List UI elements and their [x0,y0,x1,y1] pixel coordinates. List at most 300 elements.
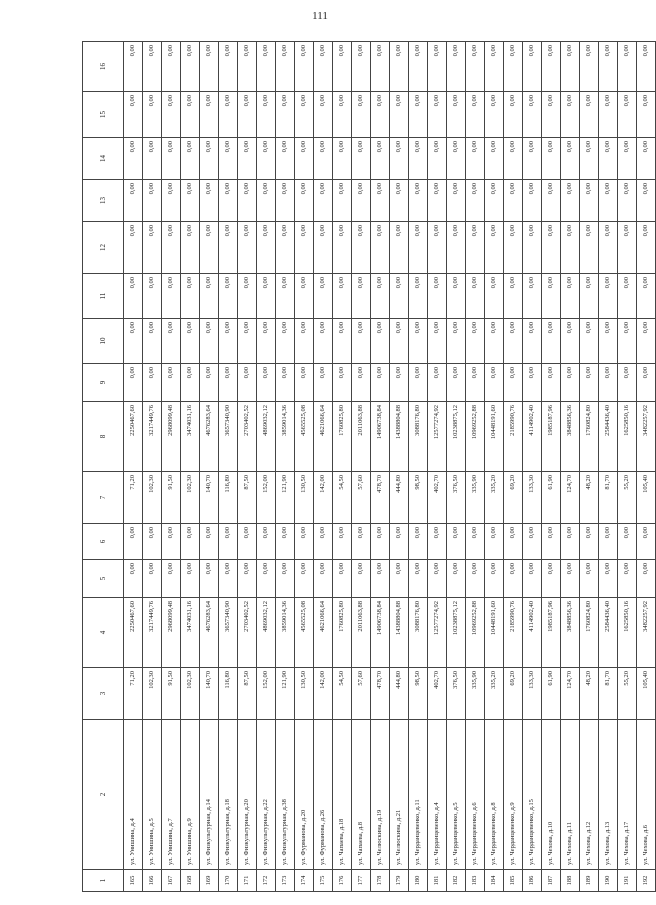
value-cell: 0,00 [238,560,257,598]
value-cell: 0,00 [295,364,314,402]
value-cell: 2185990,76 [504,598,523,668]
table-row [143,42,162,892]
value-cell: 444,80 [390,472,409,524]
table-row [561,42,580,892]
value-cell: 10238875,12 [447,402,466,472]
value-cell: 0,00 [466,274,485,319]
value-cell: 0,00 [276,222,295,274]
value-cell: 0,00 [219,560,238,598]
table-row [219,42,238,892]
value-cell: 0,00 [466,92,485,138]
value-cell: 0,00 [257,180,276,222]
value-cell: 0,00 [181,560,200,598]
value-cell: 102,30 [181,668,200,720]
value-cell: 3657340,90 [219,598,238,668]
table-row [504,42,523,892]
value-cell: 0,00 [238,319,257,364]
table-row [580,42,599,892]
value-cell: 133,30 [523,472,542,524]
value-cell: 0,00 [618,42,637,92]
value-cell: 0,00 [580,364,599,402]
address-cell: ул. Унишина, д.9 [181,720,200,870]
value-cell: 0,00 [523,274,542,319]
value-cell: 0,00 [352,92,371,138]
value-cell: 1985187,96 [542,598,561,668]
value-cell: 0,00 [181,180,200,222]
value-cell: 69,20 [504,668,523,720]
value-cell: 3217449,76 [143,598,162,668]
value-cell: 48,20 [580,472,599,524]
value-cell: 0,00 [238,42,257,92]
value-cell: 0,00 [466,222,485,274]
value-cell: 0,00 [561,138,580,180]
value-cell: 3859014,36 [276,402,295,472]
value-cell: 0,00 [219,364,238,402]
row-number: 184 [485,870,504,892]
value-cell: 0,00 [181,138,200,180]
value-cell: 0,00 [618,92,637,138]
value-cell: 0,00 [542,180,561,222]
address-cell: ул. Чехова, д.6 [637,720,656,870]
value-cell: 0,00 [523,92,542,138]
value-cell: 0,00 [447,560,466,598]
address-cell: ул. Черданцевенко, д.11 [409,720,428,870]
address-cell: ул. Чехова, д.17 [618,720,637,870]
value-cell: 0,00 [314,222,333,274]
value-cell: 98,50 [409,668,428,720]
value-cell: 0,00 [143,222,162,274]
value-cell: 0,00 [523,560,542,598]
value-cell: 335,90 [466,472,485,524]
value-cell: 0,00 [162,42,181,92]
value-cell: 0,00 [390,222,409,274]
value-cell: 402,70 [428,668,447,720]
value-cell: 0,00 [162,222,181,274]
value-cell: 0,00 [238,92,257,138]
value-cell: 0,00 [390,180,409,222]
value-cell: 0,00 [390,274,409,319]
value-cell: 102,30 [143,668,162,720]
value-cell: 0,00 [314,364,333,402]
value-cell: 0,00 [238,222,257,274]
value-cell: 10969252,88 [466,402,485,472]
table-row [409,42,428,892]
value-cell: 10448191,60 [485,402,504,472]
value-cell: 0,00 [542,319,561,364]
value-cell: 0,00 [200,180,219,222]
value-cell: 0,00 [276,92,295,138]
address-cell: ул. Чехова, д.10 [542,720,561,870]
value-cell: 0,00 [561,364,580,402]
row-number: 176 [333,870,352,892]
value-cell: 4676283,64 [200,402,219,472]
value-cell: 3848856,36 [561,402,580,472]
value-cell: 0,00 [618,319,637,364]
value-cell: 140,70 [200,472,219,524]
value-cell: 0,00 [295,524,314,560]
value-cell: 0,00 [409,138,428,180]
value-cell: 10238875,12 [447,598,466,668]
value-cell: 142,00 [314,668,333,720]
value-cell: 0,00 [371,364,390,402]
address-cell: ул. Физкультурная, д.14 [200,720,219,870]
value-cell: 0,00 [561,560,580,598]
table-row [428,42,447,892]
row-number: 181 [428,870,447,892]
row-number: 170 [219,870,238,892]
value-cell: 0,00 [219,180,238,222]
value-cell: 121,90 [276,472,295,524]
table-row [390,42,409,892]
table-row [599,42,618,892]
value-cell: 4565525,08 [295,402,314,472]
value-cell: 0,00 [447,222,466,274]
value-cell: 0,00 [371,42,390,92]
value-cell: 1760825,80 [333,402,352,472]
value-cell: 140,70 [200,668,219,720]
value-cell: 0,00 [371,138,390,180]
column-header: 13 [83,180,124,222]
value-cell: 0,00 [504,222,523,274]
value-cell: 0,00 [599,524,618,560]
value-cell: 0,00 [637,42,656,92]
row-number: 189 [580,870,599,892]
value-cell: 0,00 [333,42,352,92]
value-cell: 152,00 [257,668,276,720]
value-cell: 0,00 [257,524,276,560]
data-table [82,41,656,892]
address-cell: ул. Черданцевенко, д.4 [428,720,447,870]
row-number: 171 [238,870,257,892]
column-header: 4 [83,598,124,668]
value-cell: 54,50 [333,472,352,524]
value-cell: 0,00 [390,524,409,560]
value-cell: 0,00 [428,92,447,138]
row-number: 186 [523,870,542,892]
value-cell: 1625850,16 [618,402,637,472]
value-cell: 0,00 [295,92,314,138]
value-cell: 0,00 [333,560,352,598]
value-cell: 55,20 [618,472,637,524]
value-cell: 0,00 [295,274,314,319]
row-number: 187 [542,870,561,892]
value-cell: 0,00 [637,274,656,319]
table-row [162,42,181,892]
value-cell: 0,00 [485,180,504,222]
value-cell: 0,00 [637,364,656,402]
value-cell: 0,00 [580,138,599,180]
value-cell: 0,00 [523,222,542,274]
value-cell: 4114902,40 [523,598,542,668]
row-number: 183 [466,870,485,892]
table-row [485,42,504,892]
value-cell: 0,00 [143,180,162,222]
value-cell: 0,00 [409,274,428,319]
row-number: 174 [295,870,314,892]
row-number: 190 [599,870,618,892]
header-row [83,42,124,892]
table-row [181,42,200,892]
value-cell: 116,80 [219,668,238,720]
value-cell: 0,00 [428,138,447,180]
value-cell: 0,00 [542,560,561,598]
value-cell: 0,00 [162,180,181,222]
value-cell: 0,00 [200,524,219,560]
value-cell: 3482257,92 [637,598,656,668]
value-cell: 0,00 [485,92,504,138]
value-cell: 0,00 [124,180,143,222]
row-number: 168 [181,870,200,892]
table-row [124,42,143,892]
value-cell: 0,00 [599,222,618,274]
value-cell: 81,70 [599,668,618,720]
value-cell: 0,00 [504,138,523,180]
value-cell: 0,00 [295,138,314,180]
value-cell: 0,00 [542,138,561,180]
value-cell: 0,00 [428,524,447,560]
address-cell: ул. Черданцевенко, д.8 [485,720,504,870]
value-cell: 105,40 [637,668,656,720]
value-cell: 0,00 [409,42,428,92]
value-cell: 3482257,92 [637,402,656,472]
value-cell: 3474031,16 [181,598,200,668]
value-cell: 0,00 [409,364,428,402]
row-number: 165 [124,870,143,892]
value-cell: 3088176,80 [409,598,428,668]
address-cell: ул. Черданцевенко, д.6 [466,720,485,870]
address-cell: ул. Фурманова, д.26 [314,720,333,870]
row-number: 172 [257,870,276,892]
value-cell: 0,00 [580,560,599,598]
value-cell: 2011063,88 [352,402,371,472]
value-cell: 0,00 [181,222,200,274]
value-cell: 444,80 [390,668,409,720]
table-row [200,42,219,892]
value-cell: 0,00 [542,274,561,319]
value-cell: 0,00 [542,524,561,560]
row-number: 178 [371,870,390,892]
value-cell: 10448191,60 [485,598,504,668]
value-cell: 0,00 [219,274,238,319]
value-cell: 0,00 [561,92,580,138]
value-cell: 4565525,08 [295,598,314,668]
column-header: 6 [83,524,124,560]
value-cell: 0,00 [485,42,504,92]
value-cell: 0,00 [447,524,466,560]
value-cell: 0,00 [257,92,276,138]
value-cell: 0,00 [580,524,599,560]
value-cell: 0,00 [276,180,295,222]
column-header: 12 [83,222,124,274]
table-row [238,42,257,892]
value-cell: 0,00 [352,524,371,560]
column-header: 5 [83,560,124,598]
value-cell: 2185990,76 [504,402,523,472]
value-cell: 71,20 [124,472,143,524]
value-cell: 121,90 [276,668,295,720]
value-cell: 0,00 [352,138,371,180]
column-header: 15 [83,92,124,138]
value-cell: 91,50 [162,472,181,524]
table-row [637,42,656,892]
value-cell: 0,00 [295,222,314,274]
column-header: 14 [83,138,124,180]
value-cell: 69,20 [504,472,523,524]
value-cell: 0,00 [466,319,485,364]
value-cell: 1625850,16 [618,598,637,668]
value-cell: 0,00 [409,319,428,364]
value-cell: 335,20 [485,668,504,720]
value-cell: 61,90 [542,668,561,720]
value-cell: 0,00 [390,364,409,402]
value-cell: 0,00 [162,92,181,138]
page-number: 111 [312,10,328,22]
value-cell: 4676283,64 [200,598,219,668]
value-cell: 376,50 [447,472,466,524]
value-cell: 0,00 [181,364,200,402]
value-cell: 0,00 [257,560,276,598]
value-cell: 2703402,52 [238,598,257,668]
value-cell: 0,00 [238,524,257,560]
value-cell: 0,00 [428,319,447,364]
value-cell: 0,00 [162,524,181,560]
value-cell: 130,50 [295,668,314,720]
value-cell: 0,00 [124,274,143,319]
address-cell: ул. Фурманова, д.20 [295,720,314,870]
value-cell: 133,30 [523,668,542,720]
value-cell: 0,00 [238,274,257,319]
value-cell: 0,00 [409,92,428,138]
value-cell: 0,00 [238,364,257,402]
column-header: 7 [83,472,124,524]
value-cell: 124,70 [561,668,580,720]
value-cell: 0,00 [542,364,561,402]
value-cell: 0,00 [504,180,523,222]
column-header: 9 [83,364,124,402]
value-cell: 335,90 [466,668,485,720]
value-cell: 98,50 [409,472,428,524]
value-cell: 0,00 [599,560,618,598]
value-cell: 0,00 [523,138,542,180]
value-cell: 0,00 [618,560,637,598]
value-cell: 0,00 [200,42,219,92]
table-row [295,42,314,892]
value-cell: 0,00 [124,42,143,92]
table-row [276,42,295,892]
row-number: 177 [352,870,371,892]
value-cell: 402,70 [428,472,447,524]
value-cell: 0,00 [371,524,390,560]
value-cell: 0,00 [124,560,143,598]
value-cell: 335,20 [485,472,504,524]
value-cell: 0,00 [466,42,485,92]
table-row [542,42,561,892]
value-cell: 14388804,88 [390,402,409,472]
value-cell: 0,00 [618,364,637,402]
value-cell: 0,00 [238,138,257,180]
value-cell: 0,00 [447,138,466,180]
value-cell: 0,00 [162,560,181,598]
value-cell: 1760824,80 [580,598,599,668]
value-cell: 3859014,36 [276,598,295,668]
value-cell: 4869032,12 [257,402,276,472]
value-cell: 0,00 [181,92,200,138]
value-cell: 0,00 [314,319,333,364]
value-cell: 0,00 [219,138,238,180]
address-cell: ул. Физкультурная, д.18 [219,720,238,870]
value-cell: 0,00 [276,274,295,319]
value-cell: 87,50 [238,472,257,524]
value-cell: 57,60 [352,472,371,524]
value-cell: 0,00 [333,92,352,138]
value-cell: 14388804,88 [390,598,409,668]
value-cell: 4621066,64 [314,402,333,472]
value-cell: 0,00 [276,319,295,364]
value-cell: 0,00 [599,92,618,138]
address-cell: ул. Физкультурная, д.22 [257,720,276,870]
value-cell: 0,00 [181,274,200,319]
value-cell: 0,00 [352,319,371,364]
table-row [466,42,485,892]
value-cell: 54,50 [333,668,352,720]
row-number: 192 [637,870,656,892]
value-cell: 0,00 [428,180,447,222]
value-cell: 0,00 [637,138,656,180]
value-cell: 2011063,88 [352,598,371,668]
address-cell: ул. Черданцевенко, д.9 [504,720,523,870]
value-cell: 0,00 [314,180,333,222]
value-cell: 0,00 [143,524,162,560]
value-cell: 0,00 [485,364,504,402]
value-cell: 0,00 [504,524,523,560]
value-cell: 0,00 [219,524,238,560]
value-cell: 57,60 [352,668,371,720]
value-cell: 0,00 [485,138,504,180]
address-cell: ул. Челюскина, д.21 [390,720,409,870]
value-cell: 0,00 [295,42,314,92]
value-cell: 3474031,16 [181,402,200,472]
row-number: 191 [618,870,637,892]
value-cell: 0,00 [504,274,523,319]
value-cell: 87,50 [238,668,257,720]
value-cell: 0,00 [143,364,162,402]
column-header: 8 [83,402,124,472]
value-cell: 0,00 [599,138,618,180]
value-cell: 0,00 [276,364,295,402]
value-cell: 0,00 [333,274,352,319]
value-cell: 0,00 [181,42,200,92]
value-cell: 0,00 [352,560,371,598]
value-cell: 3848856,36 [561,598,580,668]
value-cell: 0,00 [124,222,143,274]
value-cell: 0,00 [485,319,504,364]
value-cell: 0,00 [428,560,447,598]
address-cell: ул. Черданцевенко, д.15 [523,720,542,870]
value-cell: 0,00 [466,180,485,222]
value-cell: 0,00 [371,560,390,598]
value-cell: 0,00 [333,364,352,402]
value-cell: 0,00 [580,180,599,222]
value-cell: 0,00 [181,524,200,560]
value-cell: 2250467,60 [124,598,143,668]
value-cell: 0,00 [200,92,219,138]
value-cell: 12577274,92 [428,402,447,472]
value-cell: 0,00 [200,274,219,319]
value-cell: 116,80 [219,472,238,524]
value-cell: 2968099,48 [162,402,181,472]
value-cell: 0,00 [504,560,523,598]
value-cell: 61,90 [542,472,561,524]
